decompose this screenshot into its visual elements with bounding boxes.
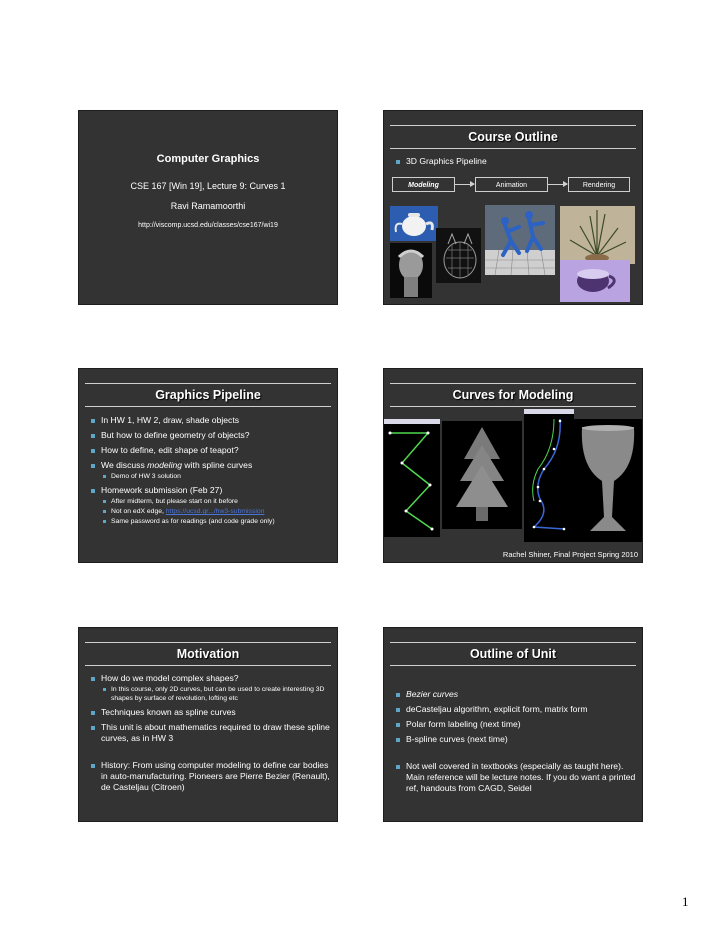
course-url: http://viscomp.ucsd.edu/classes/cse167/wi19 bbox=[138, 222, 278, 229]
slide-outline-of-unit bbox=[383, 627, 643, 822]
bullet-hw: In HW 1, HW 2, draw, shade objects bbox=[89, 415, 334, 426]
slide-title: Curves for Modeling bbox=[390, 383, 636, 407]
slide-course-outline bbox=[383, 110, 643, 305]
bullet-references: Not well covered in textbooks (especially as taught here). Main reference will be lecture notes. If you do want a printed ref, handouts from CAGD, Seidel bbox=[394, 761, 639, 794]
slide-graphics-pipeline bbox=[78, 368, 338, 563]
submission-link[interactable]: https://ucsd.gr.../hw3-submission bbox=[165, 508, 265, 515]
bullet-bspline: B-spline curves (next time) bbox=[394, 734, 639, 745]
stage-animation: Animation bbox=[475, 177, 548, 192]
sub-bullet-submission: Not on edX edge, https://ucsd.gr.../hw3-submission bbox=[101, 507, 334, 516]
slide-title: Graphics Pipeline bbox=[85, 383, 331, 407]
slide-title: Computer Graphics bbox=[156, 153, 260, 165]
slide-computer-graphics bbox=[78, 110, 338, 305]
slide-title: Course Outline bbox=[390, 125, 636, 149]
instructor-name: Ravi Ramamoorthi bbox=[170, 201, 246, 211]
cup-render-image bbox=[560, 260, 630, 302]
slide-title: Outline of Unit bbox=[390, 642, 636, 666]
plant-render-image bbox=[560, 206, 635, 264]
teapot-image bbox=[390, 206, 438, 241]
lecture-info: CSE 167 [Win 19], Lecture 9: Curves 1 bbox=[130, 181, 286, 191]
bullet-mathematics: This unit is about mathematics required to draw these spline curves, as in HW 3 bbox=[89, 722, 334, 744]
page-number: 1 bbox=[682, 894, 689, 909]
bullet-geometry: But how to define geometry of objects? bbox=[89, 430, 334, 441]
goblet-curve-image bbox=[524, 409, 574, 542]
slide-title: Motivation bbox=[85, 642, 331, 666]
bullet-spline-techniques: Techniques known as spline curves bbox=[89, 707, 334, 718]
sub-bullet-demo: Demo of HW 3 solution bbox=[101, 472, 334, 481]
bullet-complex-shapes: How do we model complex shapes? In this course, only 2D curves, but can be used to create interesting 3D shapes by surface of revolution, lofting etc bbox=[89, 673, 334, 703]
image-credit: Rachel Shiner, Final Project Spring 2010 bbox=[502, 550, 638, 559]
sub-bullet-midterm: After midterm, but please start on it before bbox=[101, 497, 334, 506]
tree-render-image bbox=[442, 421, 522, 529]
bullet-decasteljau: deCasteljau algorithm, explicit form, matrix form bbox=[394, 704, 639, 715]
cat-wireframe-image bbox=[436, 228, 481, 283]
bullet-polar-form: Polar form labeling (next time) bbox=[394, 719, 639, 730]
slide-curves-for-modeling bbox=[383, 368, 643, 563]
goblet-render-image bbox=[574, 419, 642, 542]
bullet-history: History: From using computer modeling to define car bodies in auto-manufacturing. Pioneers are Pierre Bezier (Renault), de Casteljau (Citroen) bbox=[89, 760, 334, 793]
slide-motivation bbox=[78, 627, 338, 822]
bullet-homework: Homework submission (Feb 27) After midterm, but please start on it before Not on edX edge, https://ucsd.gr.../hw3-submission Same password as for readings (and code grade only) bbox=[89, 485, 334, 526]
bullet-pipeline: 3D Graphics Pipeline bbox=[394, 156, 487, 167]
bullet-modeling: We discuss modeling with spline curves Demo of HW 3 solution bbox=[89, 460, 334, 481]
sub-bullet-password: Same password as for readings (and code grade only) bbox=[101, 517, 334, 526]
arrow-icon bbox=[455, 184, 474, 185]
bullet-bezier: Bezier curves bbox=[394, 689, 639, 700]
david-head-image bbox=[390, 243, 432, 298]
animation-figures-image bbox=[485, 205, 555, 275]
arrow-icon bbox=[548, 184, 567, 185]
bullet-teapot: How to define, edit shape of teapot? bbox=[89, 445, 334, 456]
sub-bullet-2d-curves: In this course, only 2D curves, but can be used to create interesting 3D shapes by surface of revolution, lofting etc bbox=[101, 685, 334, 703]
stage-modeling: Modeling bbox=[392, 177, 455, 192]
zigzag-curve-image bbox=[384, 419, 440, 537]
stage-rendering: Rendering bbox=[568, 177, 630, 192]
